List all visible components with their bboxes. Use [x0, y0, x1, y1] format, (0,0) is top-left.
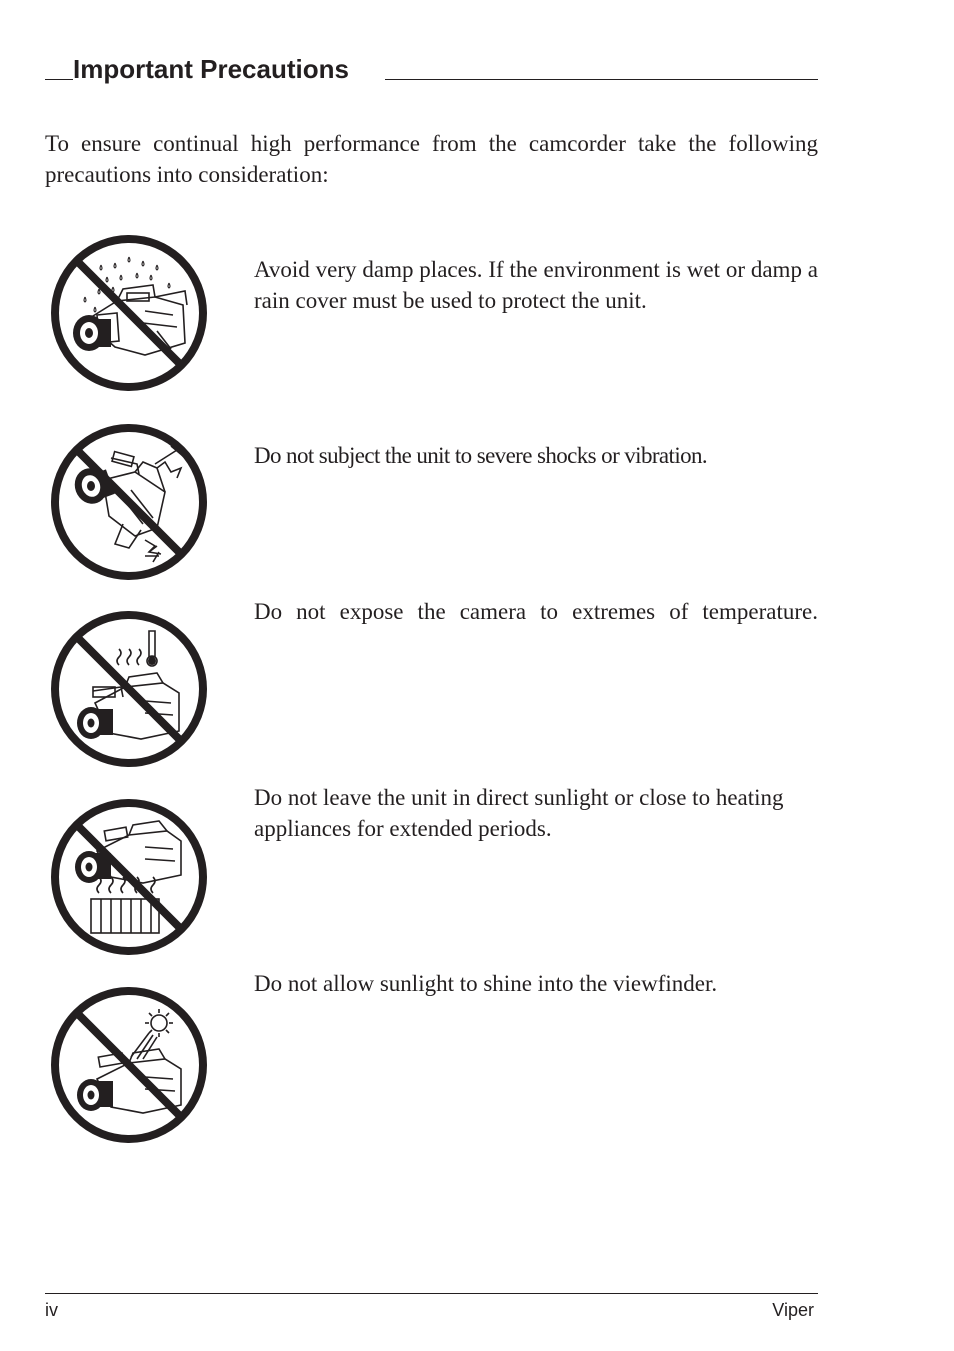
intro-paragraph: To ensure continual high performance from the camcorder take the following precautions into consideration: — [45, 131, 818, 187]
precaution-text: Do not allow sunlight to shine into the viewfinder. — [254, 971, 718, 996]
footer-rule — [45, 1293, 818, 1294]
page-number: iv — [45, 1300, 58, 1320]
no-damp-icon — [45, 231, 213, 395]
no-shock-icon — [45, 420, 213, 584]
page-heading — [45, 52, 818, 84]
precaution-text: Do not subject the unit to severe shocks or vibration. — [254, 443, 708, 468]
page-title: Important Precautions — [73, 54, 349, 84]
precaution-text: Avoid very damp places. If the environment is wet or damp a rain cover must be used to protect the unit. — [254, 257, 818, 313]
heading-lead-rule — [45, 79, 73, 80]
product-name: Viper — [772, 1300, 814, 1320]
heading-rule — [385, 79, 818, 80]
no-heat-icon — [45, 795, 213, 959]
no-sun-viewfinder-icon — [45, 983, 213, 1147]
no-extreme-temperature-icon — [45, 607, 213, 771]
precaution-text: Do not expose the camera to extremes of temperature. — [254, 599, 818, 624]
precaution-text: Do not leave the unit in direct sunlight or close to heating appliances for extended periods. — [254, 785, 784, 841]
